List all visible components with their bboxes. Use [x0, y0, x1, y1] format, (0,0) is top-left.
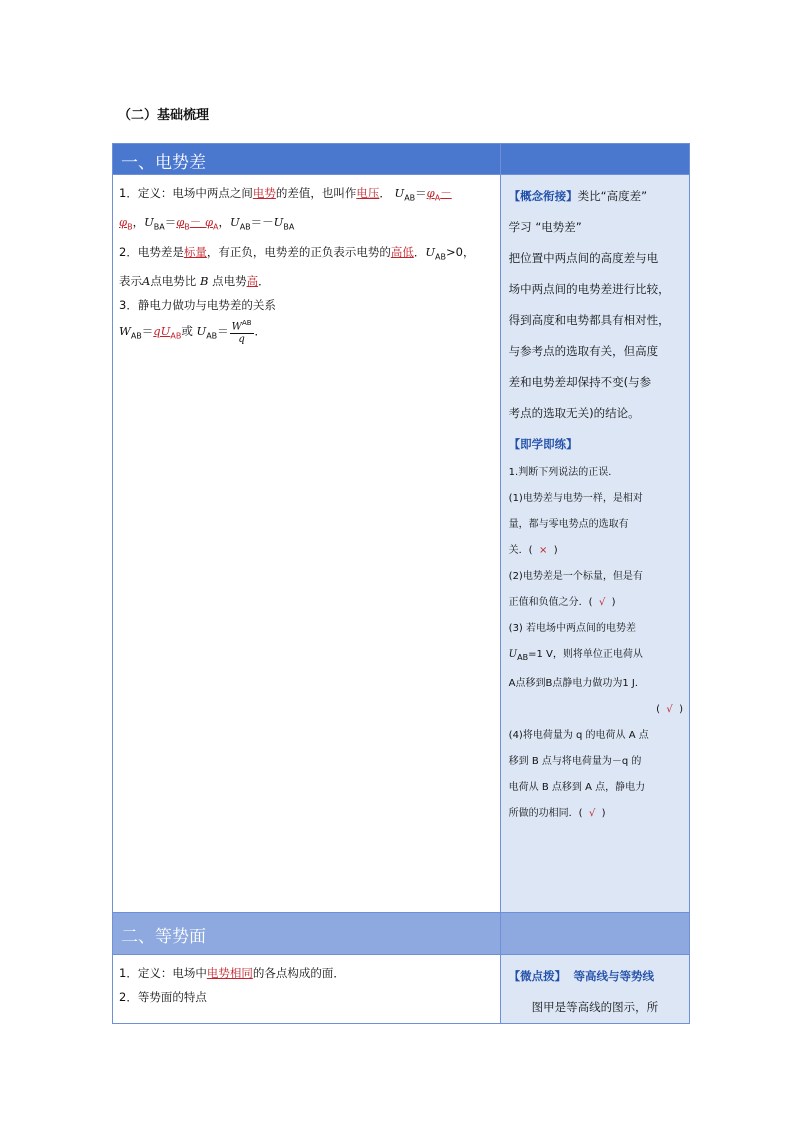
side-text: 与参考点的选取有关，但高度: [508, 344, 659, 358]
q3-line: ( √ ): [656, 704, 683, 715]
q4-line: (4)将电荷量为 q 的电荷从 A 点: [508, 730, 649, 741]
feature-line: 2．等势面的特点: [119, 990, 207, 1004]
section2-title: 二、等势面: [121, 927, 206, 947]
check-mark: √: [598, 597, 606, 608]
side-text: 场中两点间的电势差进行比较，: [508, 282, 670, 296]
q3-line: A点移到B点静电力做功为1 J．: [508, 678, 645, 689]
q1-line: 关．( × ): [508, 545, 558, 556]
side-text: 图甲是等高线的图示，所: [531, 1000, 659, 1014]
formula-line: $\varphi_B$，$U_{BA}=\varphi_B- \varphi_A$，$U_{AB}=-U_{BA}$: [119, 215, 295, 232]
q2-line: 正值和负值之分．( √ ): [508, 597, 616, 608]
section1-content: [113, 175, 501, 913]
section1-sidebar: [500, 175, 689, 913]
check-mark: √: [666, 704, 673, 715]
section1-header: [113, 144, 690, 175]
side-text: 得到高度和电势都具有相对性，: [508, 313, 670, 327]
side-text: 学习 “电势差”: [508, 220, 582, 234]
tip-line: 【微点拨】 等高线与等势线: [508, 969, 654, 983]
section2-header: [113, 913, 690, 955]
section-heading: （二）基础梳理: [118, 108, 210, 123]
q2-line: (2)电势差是一个标量，但是有: [508, 571, 643, 582]
section2-content: [113, 955, 501, 1024]
q1-line: 量，都与零电势点的选取有: [508, 519, 629, 530]
definition-line: 1．定义：电场中两点之间电势的差值，也叫作电压． $U_{AB}=\varphi_A-$: [119, 186, 452, 203]
q1-line: (1)电势差与电势一样，是相对: [508, 493, 643, 504]
q4-line: 移到 B 点与将电荷量为－q 的: [508, 756, 642, 767]
check-mark: √: [588, 808, 596, 819]
q4-line: 所做的功相同．( √ ): [508, 808, 606, 819]
section1-title: 一、电势差: [121, 153, 206, 173]
question-intro: 1.判断下列说法的正误．: [508, 467, 619, 478]
notes-table: [112, 143, 690, 1024]
q3-line: (3) 若电场中两点间的电势差: [508, 623, 637, 634]
side-text: 考点的选取无关)的结论。: [508, 406, 640, 420]
definition-line: 1．定义：电场中电势相同的各点构成的面．: [119, 966, 345, 980]
q3-line: $U_{AB}=1$ V，则将单位正电荷从: [508, 649, 643, 662]
practice-label: 【即学即练】: [508, 437, 578, 451]
meaning-line: 表示A点电势比 B 点电势高．: [119, 273, 270, 288]
side-text: 把位置中两点间的高度差与电: [508, 251, 659, 265]
cross-mark: ×: [538, 545, 548, 556]
fraction: $\frac{W^{AB}}{q}$: [231, 318, 252, 346]
work-formula: $W_{AB}=qU_{AB}$或 $U_{AB}=$ $\frac{W^{AB}}{q}$ ．: [119, 318, 267, 346]
section2-sidebar: [500, 955, 689, 1024]
work-relation-line: 3．静电力做功与电势差的关系: [119, 297, 276, 312]
concept-link: 【概念衔接】类比“高度差”: [508, 189, 648, 203]
q4-line: 电荷从 B 点移到 A 点，静电力: [508, 782, 646, 793]
scalar-line: 2．电势差是标量，有正负，电势差的正负表示电势的高低．$U_{AB}>0$，: [119, 244, 475, 261]
side-text: 差和电势差却保持不变(与参: [508, 375, 652, 389]
